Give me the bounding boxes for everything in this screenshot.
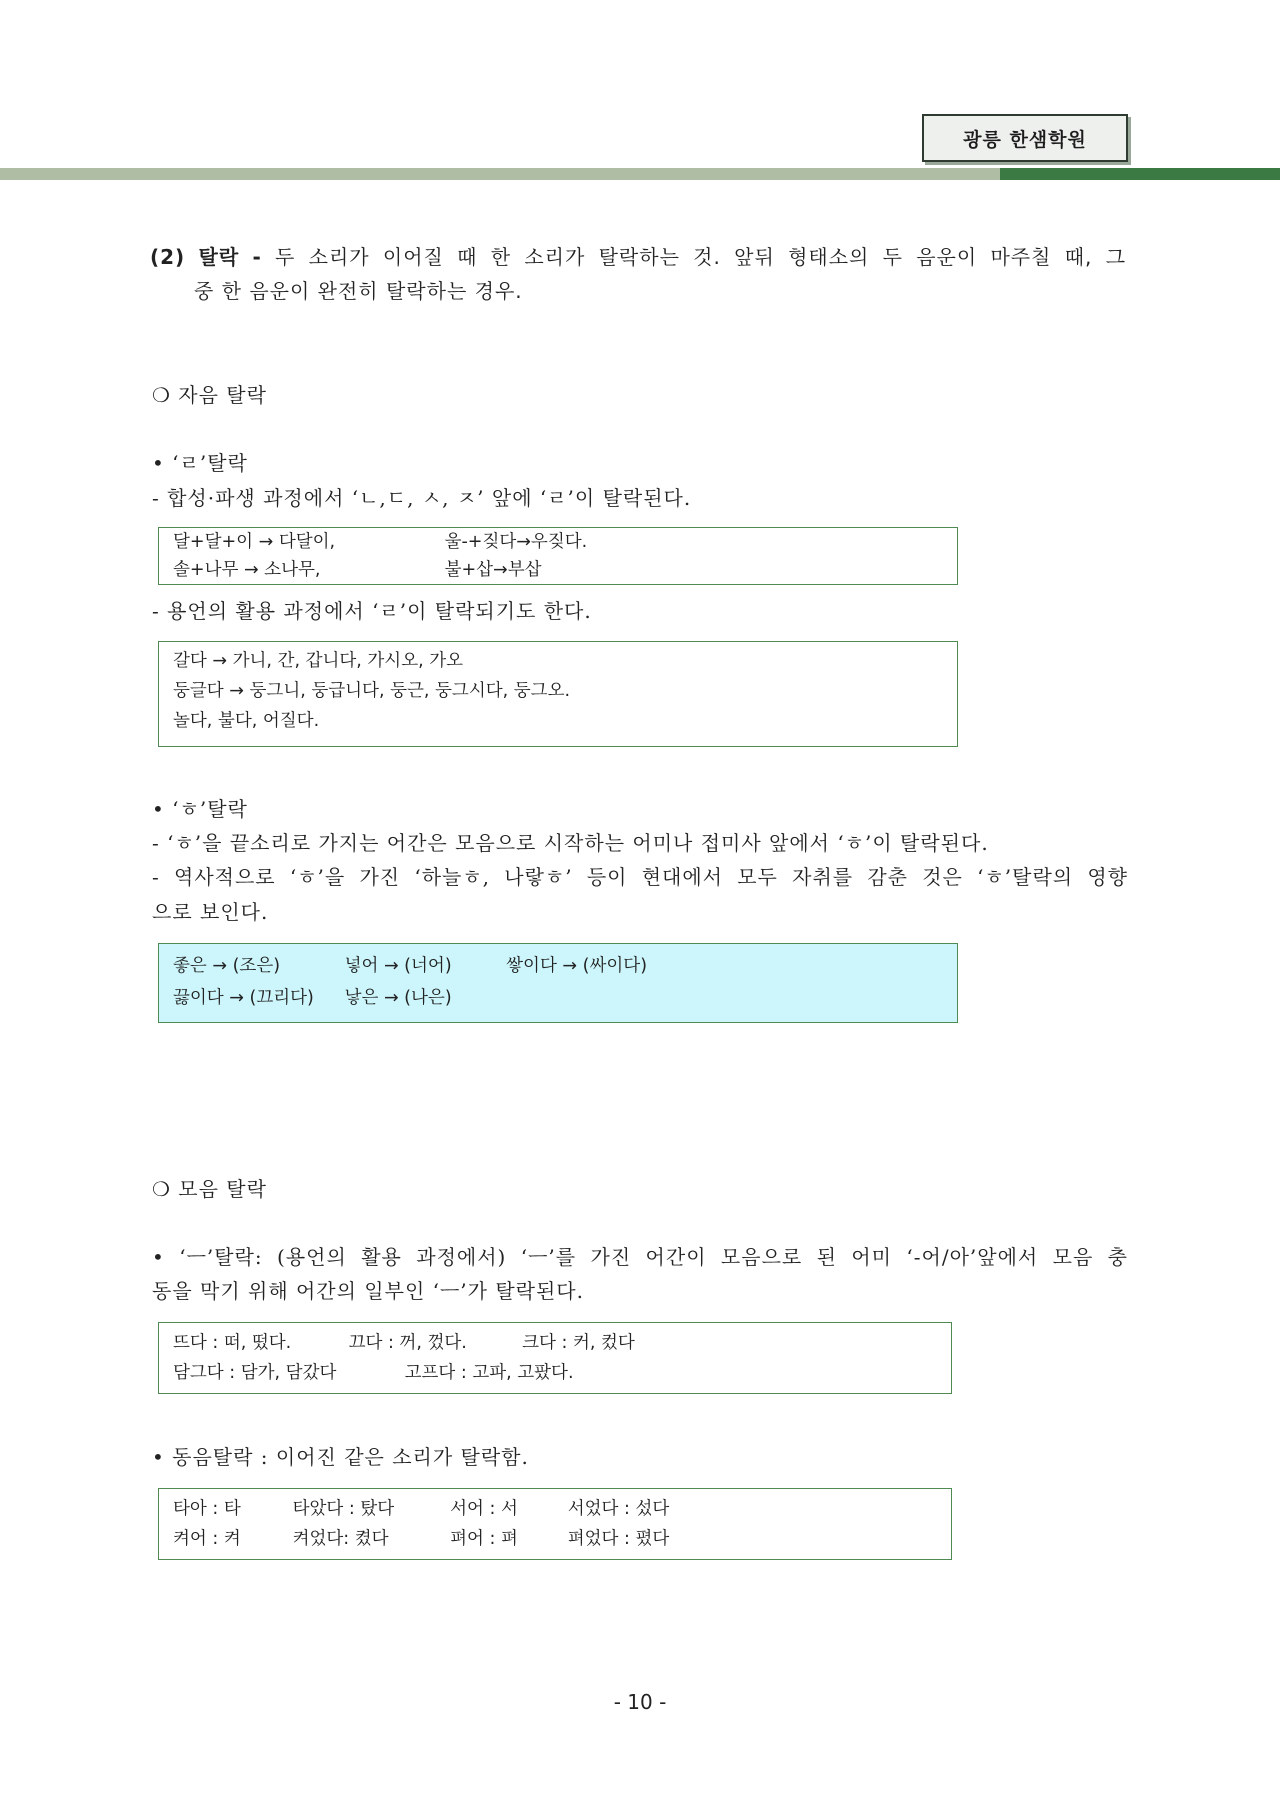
example-row: 갈다 → 가니, 간, 갑니다, 가시오, 가오 xyxy=(173,651,464,671)
example-cell: 크다 : 커, 컸다 xyxy=(522,1333,635,1353)
hieut-title: • ‘ㅎ’탈락 xyxy=(152,797,248,821)
example-cell: 타아 : 타 xyxy=(173,1499,241,1519)
rieul-desc-2: - 용언의 활용 과정에서 ‘ㄹ’이 탈락되기도 한다. xyxy=(152,599,592,623)
same-sound-example-box xyxy=(158,1488,952,1560)
example-cell: 넣어 → (너어) xyxy=(344,956,452,976)
example-row: 놀다, 불다, 어질다. xyxy=(173,711,320,731)
example-cell: 울-+짖다→우짖다. xyxy=(444,532,588,552)
example-row xyxy=(173,1524,937,1554)
example-cell: 끄다 : 꺼, 껐다. xyxy=(348,1333,467,1353)
header-rule-dark xyxy=(1000,168,1280,180)
intro-text-1: 두 소리가 이어질 때 한 소리가 탈락하는 것. 앞뒤 형태소의 두 음운이 마주칠 때, 그 xyxy=(275,245,1127,269)
section-term: 탈락 xyxy=(198,245,240,269)
example-cell: 뜨다 : 떠, 떴다. xyxy=(173,1333,292,1353)
example-cell: 고프다 : 고파, 고팠다. xyxy=(404,1363,574,1383)
example-row xyxy=(173,950,943,982)
example-cell: 쌓이다 → (싸이다) xyxy=(506,956,648,976)
example-cell: 좋은 → (조은) xyxy=(173,956,281,976)
example-row xyxy=(173,982,943,1014)
rieul-example-box-1 xyxy=(158,527,958,585)
example-cell: 담그다 : 담가, 담갔다 xyxy=(173,1363,337,1383)
section-dash: - xyxy=(252,245,262,269)
example-cell: 켜어 : 켜 xyxy=(173,1529,241,1549)
intro-line-2: 중 한 음운이 완전히 탈락하는 경우. xyxy=(194,279,523,303)
vowel-heading: ❍ 모음 탈락 xyxy=(152,1177,267,1201)
example-row xyxy=(173,1328,937,1358)
same-sound-title: • 동음탈락 : 이어진 같은 소리가 탈락함. xyxy=(152,1445,529,1469)
example-cell: 서어 : 서 xyxy=(450,1499,518,1519)
rieul-desc-1: - 합성·파생 과정에서 ‘ㄴ,ㄷ, ㅅ, ㅈ’ 앞에 ‘ㄹ’이 탈락된다. xyxy=(152,486,692,510)
consonant-heading: ❍ 자음 탈락 xyxy=(152,383,267,407)
rieul-title: • ‘ㄹ’탈락 xyxy=(152,451,248,475)
example-cell: 서었다 : 섰다 xyxy=(567,1499,670,1519)
example-cell: 켜었다: 켰다 xyxy=(292,1529,389,1549)
example-cell: 솔+나무 → 소나무, xyxy=(173,560,321,580)
brand-label: 광릉 한샘학원 xyxy=(922,114,1128,162)
example-cell: 불+삽→부삽 xyxy=(444,560,542,580)
hieut-desc-2a: - 역사적으로 ‘ㅎ’을 가진 ‘하늘ㅎ, 나랗ㅎ’ 등이 현대에서 모두 자취를 감춘 것은 ‘ㅎ’탈락의 영향 xyxy=(152,865,1128,889)
hieut-example-box xyxy=(158,943,958,1023)
example-row xyxy=(173,528,943,556)
intro-line-1 xyxy=(150,240,1126,274)
example-cell: 타았다 : 탔다 xyxy=(292,1499,395,1519)
example-row xyxy=(173,556,943,584)
section-number: (2) xyxy=(150,245,186,269)
example-row xyxy=(173,1358,937,1388)
example-row xyxy=(173,1494,937,1524)
page-number: - 10 - xyxy=(613,1690,667,1714)
example-cell: 펴어 : 펴 xyxy=(450,1529,518,1549)
example-cell: 달+달+이 → 다달이, xyxy=(173,532,336,552)
eu-line-1: • ‘ㅡ’탈락: (용언의 활용 과정에서) ‘ㅡ’를 가진 어간이 모음으로 된 어미 ‘-어/아’앞에서 모음 충 xyxy=(152,1245,1128,1269)
rieul-example-box-2 xyxy=(158,641,958,747)
example-cell: 펴었다 : 폈다 xyxy=(567,1529,670,1549)
example-row: 둥글다 → 둥그니, 둥급니다, 둥근, 둥그시다, 둥그오. xyxy=(173,681,571,701)
hieut-desc-1: - ‘ㅎ’을 끝소리로 가지는 어간은 모음으로 시작하는 어미나 접미사 앞에서 ‘ㅎ’이 탈락된다. xyxy=(152,831,989,855)
example-cell: 끓이다 → (끄리다) xyxy=(173,988,314,1008)
header-rule-light xyxy=(0,168,1000,180)
hieut-desc-2b: 으로 보인다. xyxy=(152,900,269,924)
eu-line-2: 동을 막기 위해 어간의 일부인 ‘ㅡ’가 탈락된다. xyxy=(152,1279,584,1303)
eu-example-box xyxy=(158,1322,952,1394)
example-cell: 낳은 → (나은) xyxy=(344,988,452,1008)
